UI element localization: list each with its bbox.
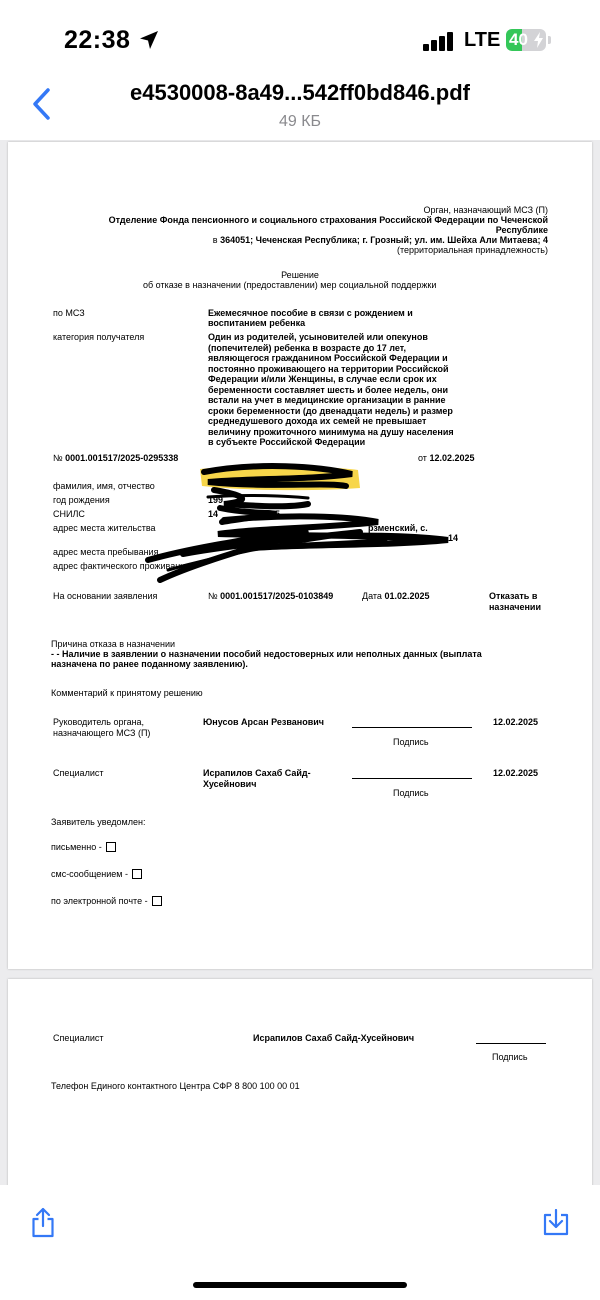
battery-percent: 40 — [509, 30, 528, 49]
msz-value-line1: Ежемесячное пособие в связи с рождением и — [208, 308, 413, 318]
pdf-viewer[interactable] — [0, 140, 600, 1185]
document-subtitle: об отказе в назначении (предоставлении) мер социальной поддержки — [143, 280, 437, 290]
birth-value: 199 — [208, 495, 224, 505]
decision-number: № 0001.001517/2025-0295338 — [53, 453, 179, 463]
decision-date: от 12.02.2025 — [418, 453, 475, 463]
head-name: Юнусов Арсан Резванович — [203, 717, 324, 727]
pdf-page-2 — [8, 979, 592, 1185]
contact-phone: Телефон Единого контактного Центра СФР 8 800 100 00 01 — [51, 1081, 300, 1091]
head-date: 12.02.2025 — [493, 717, 539, 727]
basis-number: № 0001.001517/2025-0103849 — [208, 591, 334, 601]
msz-label: по МСЗ — [53, 308, 85, 318]
status-bar — [0, 0, 600, 80]
head-signature-line — [352, 727, 472, 728]
document-title: Решение — [281, 270, 319, 280]
file-size: 49 КБ — [278, 113, 322, 130]
network-type: LTE — [464, 29, 501, 51]
territorial-note: (территориальная принадлежность) — [396, 245, 548, 255]
residence-tail: 14 — [448, 533, 459, 543]
cellular-signal-icon — [423, 31, 455, 51]
location-arrow-icon — [138, 29, 160, 51]
bottom-toolbar — [0, 1185, 600, 1300]
page2-signature-line — [476, 1043, 546, 1044]
pdf-page-1 — [8, 142, 592, 969]
notify-email: по электронной почте - — [51, 896, 162, 907]
specialist-label: Специалист — [53, 768, 104, 778]
reason-line1: - - Наличие в заявлении о назначении пособий недостоверных или неполных данных (выплата — [51, 649, 482, 659]
share-icon[interactable] — [30, 1207, 56, 1239]
org-name-line2: Республике — [495, 225, 548, 235]
page2-signature-caption: Подпись — [492, 1052, 528, 1062]
battery-charging-icon — [506, 29, 546, 51]
category-label: категория получателя — [53, 332, 145, 342]
stay-address-label: адрес места пребывания — [53, 547, 159, 557]
birth-label: год рождения — [53, 495, 110, 505]
residence-label: адрес места жительства — [53, 523, 156, 533]
status-time: 22:38 — [64, 26, 131, 54]
head-signature-caption: Подпись — [393, 737, 429, 747]
residence-value: рзменский, с. — [368, 523, 428, 533]
actual-address-label: адрес фактического проживания — [53, 561, 191, 571]
org-name: Отделение Фонда пенсионного и социального страхования Российской Федерации по Чеченской — [108, 215, 548, 225]
notify-sms: смс-сообщением - — [51, 869, 142, 880]
msz-value-line2: воспитанием ребенка — [208, 318, 306, 328]
reason-label: Причина отказа в назначении — [51, 639, 176, 649]
fio-label: фамилия, имя, отчество — [53, 481, 155, 491]
specialist-signature-caption: Подпись — [393, 788, 429, 798]
notify-sms-checkbox — [132, 869, 142, 879]
reason-line2: назначена по ранее поданному заявлению). — [51, 659, 248, 669]
snils-value: 14 — [208, 509, 219, 519]
save-to-files-icon[interactable] — [542, 1209, 570, 1237]
specialist-signature-line — [352, 778, 472, 779]
specialist-date: 12.02.2025 — [493, 768, 539, 778]
specialist-name: Исрапилов Сахаб Сайд- Хусейнович — [203, 768, 311, 789]
page2-specialist-label: Специалист — [53, 1033, 104, 1043]
head-label: Руководитель органа, назначающего МСЗ (П) — [53, 717, 151, 738]
snils-label: СНИЛС — [53, 509, 85, 519]
basis-date: Дата 01.02.2025 — [362, 591, 430, 601]
org-address: в 364051; Чеченская Республика; г. Грозный; ул. им. Шейха Али Митаева; 4 — [212, 235, 548, 245]
category-value: Один из родителей, усыновителей или опекунов (попечителей) ребенка в возрасте до 17 лет, являющегося гражданином Российской Федерации и постоянно проживающего на территории Российской Федерации и/или Женщины, в случае если срок их беременности составляет шесть и более недель, они встали на учет в медицинские организации в ранние сроки беременности (до двенадцати недель) и размер среднедушевого дохода их семей не превышает величину прожиточного минимума на душу населения в субъекте Российской Федерации — [208, 332, 454, 447]
org-label: Орган, назначающий МСЗ (П) — [423, 205, 548, 215]
file-name: e4530008-8a49...542ff0bd846.pdf — [130, 80, 470, 105]
snils-tail: 5 — [275, 509, 281, 519]
notify-written: письменно - — [51, 842, 116, 853]
basis-label: На основании заявления — [53, 591, 158, 601]
document-header — [0, 80, 600, 140]
notified-label: Заявитель уведомлен: — [51, 817, 146, 827]
decision-text: Отказать в назначении — [489, 591, 541, 612]
home-indicator[interactable] — [193, 1282, 407, 1288]
page2-specialist-name: Исрапилов Сахаб Сайд-Хусейнович — [253, 1033, 415, 1043]
notify-written-checkbox — [106, 842, 116, 852]
notify-email-checkbox — [152, 896, 162, 906]
comment-label: Комментарий к принятому решению — [51, 688, 203, 698]
